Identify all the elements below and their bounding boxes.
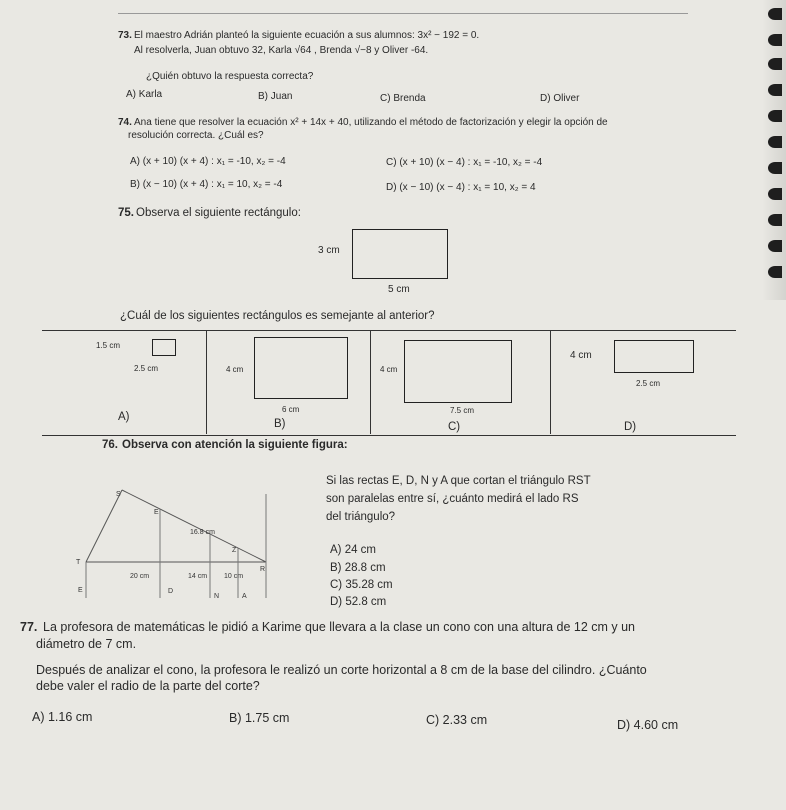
label-n: N — [214, 593, 220, 600]
q76-option-a[interactable]: A) 24 cm — [330, 544, 377, 556]
option-c-base: 7.5 cm — [450, 406, 475, 415]
label-d: D — [168, 588, 174, 595]
option-c-rectangle[interactable] — [404, 340, 512, 403]
q77-option-b[interactable]: B) 1.75 cm — [229, 711, 290, 725]
binder-ring — [768, 58, 782, 70]
option-b-letter[interactable]: B) — [274, 418, 286, 430]
q74-option-a[interactable]: A) (x + 10) (x + 4) : x₁ = -10, x₂ = -4 — [130, 156, 286, 167]
q73-prompt: ¿Quién obtuvo la respuesta correcta? — [146, 71, 314, 82]
binder-ring — [768, 84, 782, 96]
q77-option-c[interactable]: C) 2.33 cm — [426, 713, 488, 727]
binder-ring — [768, 110, 782, 122]
q74-option-c[interactable]: C) (x + 10) (x − 4) : x₁ = -10, x₂ = -4 — [386, 157, 543, 168]
label-e-top: E — [154, 509, 159, 516]
q73-line1: El maestro Adrián planteó la siguiente ecuación a sus alumnos: 3x² − 192 = 0. — [134, 30, 480, 41]
reference-height-label: 3 cm — [318, 245, 340, 256]
label-seg3: 10 cm — [224, 573, 244, 580]
top-rule — [118, 13, 688, 14]
option-b-rectangle[interactable] — [254, 337, 348, 399]
q75-title: Observa el siguiente rectángulo: — [136, 207, 301, 219]
q75-cell-divider — [550, 330, 551, 434]
binder-ring — [768, 34, 782, 46]
q74-number: 74. — [118, 117, 132, 128]
binder-ring — [768, 162, 782, 174]
reference-rectangle — [352, 229, 448, 279]
q73-line2: Al resolverla, Juan obtuvo 32, Karla √64 , Brenda √−8 y Oliver -64. — [134, 45, 429, 56]
q77-number: 77. — [20, 620, 38, 634]
q77-option-a[interactable]: A) 1.16 cm — [32, 710, 93, 724]
q76-title: Observa con atención la siguiente figura: — [122, 439, 348, 451]
q73-option-c[interactable]: C) Brenda — [380, 93, 426, 104]
binder-ring — [768, 240, 782, 252]
q74-line2: resolución correcta. ¿Cuál es? — [128, 130, 264, 141]
q76-text-line2: son paralelas entre sí, ¿cuánto medirá el lado RS — [326, 493, 579, 505]
q77-line3: Después de analizar el cono, la profesora le realizó un corte horizontal a 8 cm de la base del cilindro. ¿Cuánto — [36, 663, 647, 677]
binder-ring — [768, 214, 782, 226]
side-sr — [122, 490, 266, 562]
option-d-base: 2.5 cm — [636, 379, 661, 388]
q76-option-c[interactable]: C) 35.28 cm — [330, 579, 393, 591]
option-b-side: 4 cm — [226, 365, 244, 374]
q73-option-d[interactable]: D) Oliver — [540, 93, 580, 104]
label-r: R — [260, 566, 266, 573]
label-t: T — [76, 559, 81, 566]
option-d-letter[interactable]: D) — [624, 421, 637, 433]
label-a: A — [242, 593, 247, 600]
q74-option-d[interactable]: D) (x − 10) (x − 4) : x₁ = 10, x₂ = 4 — [386, 182, 536, 193]
label-z: Z — [232, 547, 237, 554]
q73-option-b[interactable]: B) Juan — [258, 91, 293, 102]
label-side: 16.8 cm — [190, 529, 215, 536]
q76-option-d[interactable]: D) 52.8 cm — [330, 596, 387, 608]
q74-option-b[interactable]: B) (x − 10) (x + 4) : x₁ = 10, x₂ = -4 — [130, 179, 283, 190]
option-a-side: 1.5 cm — [96, 341, 121, 350]
q73-option-a[interactable]: A) Karla — [126, 89, 163, 100]
q76-text-line1: Si las rectas E, D, N y A que cortan el triángulo RST — [326, 475, 591, 487]
label-seg2: 14 cm — [188, 573, 208, 580]
binder-ring — [768, 136, 782, 148]
option-d-side: 4 cm — [570, 350, 592, 361]
q73-number: 73. — [118, 30, 132, 41]
q77-line1: La profesora de matemáticas le pidió a Karime que llevara a la clase un cono con una altura de 12 cm y un — [43, 620, 636, 634]
reference-width-label: 5 cm — [388, 284, 410, 295]
q75-cell-divider — [370, 330, 371, 434]
option-c-letter[interactable]: C) — [448, 421, 461, 433]
q75-cell-divider — [206, 330, 207, 434]
side-st — [86, 490, 122, 562]
q74-line1: Ana tiene que resolver la ecuación x² + 14x + 40, utilizando el método de factorización y elegir la opción de — [134, 117, 608, 128]
triangle-figure — [70, 478, 300, 608]
q77-option-d[interactable]: D) 4.60 cm — [617, 718, 679, 732]
q77-line4: debe valer el radio de la parte del corte? — [36, 679, 260, 693]
binder-ring — [768, 266, 782, 278]
label-e: E — [78, 587, 83, 594]
binder-ring — [768, 8, 782, 20]
option-b-base: 6 cm — [282, 405, 300, 414]
label-s: S — [116, 491, 121, 498]
binder-ring — [768, 188, 782, 200]
option-c-side: 4 cm — [380, 365, 398, 374]
label-seg1: 20 cm — [130, 573, 150, 580]
option-a-base: 2.5 cm — [134, 364, 159, 373]
q76-text-line3: del triángulo? — [326, 511, 396, 523]
q75-prompt: ¿Cuál de los siguientes rectángulos es semejante al anterior? — [120, 310, 435, 322]
option-a-rectangle[interactable] — [152, 339, 176, 356]
q76-option-b[interactable]: B) 28.8 cm — [330, 562, 386, 574]
option-d-rectangle[interactable] — [614, 340, 694, 373]
q75-number: 75. — [118, 207, 134, 219]
option-a-letter[interactable]: A) — [118, 411, 130, 423]
q77-line2: diámetro de 7 cm. — [36, 637, 137, 651]
q76-number: 76. — [102, 439, 118, 451]
